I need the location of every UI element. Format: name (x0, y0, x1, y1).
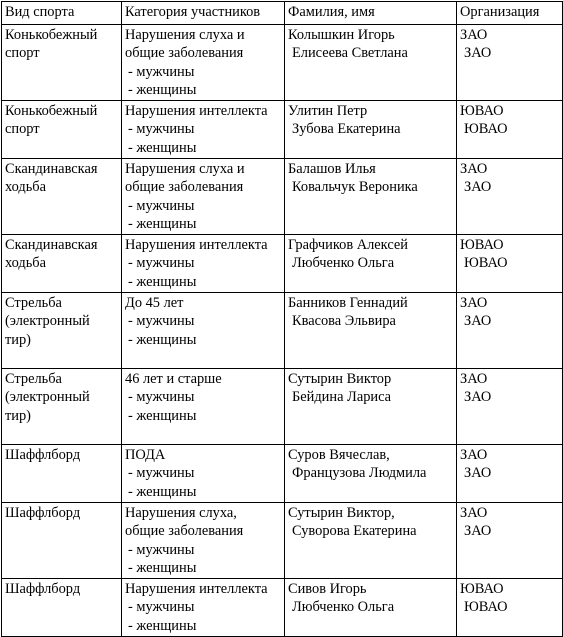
organization-cell (457, 101, 563, 159)
participant-name: Французова Людмила (292, 465, 427, 482)
table-row (2, 101, 563, 159)
gender-line: - женщины (128, 331, 197, 348)
sport-line: ходьба (5, 179, 47, 196)
category-line: общие заболевания (125, 179, 244, 196)
participant-name: Балашов Илья (288, 161, 376, 177)
organization-cell (457, 445, 563, 503)
participant-name: Сутырин Виктор (288, 371, 392, 387)
gender-line: - женщины (128, 407, 197, 424)
table-row (2, 579, 563, 637)
name-cell (285, 503, 457, 579)
sport-line: Шаффлборд (5, 581, 81, 597)
sport-cell (2, 503, 122, 579)
name-cell (285, 25, 457, 101)
sport-line: Конькобежный (5, 103, 98, 119)
organization-line: ЗАО (464, 179, 492, 196)
category-cell (122, 25, 285, 101)
table-row (2, 235, 563, 293)
category-cell (122, 159, 285, 235)
sport-cell (2, 235, 122, 293)
participant-name: Елисеева Светлана (292, 45, 408, 62)
table-row (2, 159, 563, 235)
name-cell (285, 159, 457, 235)
organization-line: ЮВАО (460, 581, 504, 597)
organization-cell (457, 503, 563, 579)
participant-name: Улитин Петр (288, 103, 368, 119)
organization-line: ЮВАО (464, 599, 508, 616)
category-cell (122, 369, 285, 445)
name-cell (285, 579, 457, 637)
gender-line: - женщины (128, 139, 197, 156)
name-cell (285, 445, 457, 503)
participant-name: Любченко Ольга (292, 599, 395, 616)
sport-line: тир) (5, 407, 31, 424)
organization-line: ЮВАО (464, 121, 508, 138)
header-name: Фамилия, имя (285, 2, 457, 25)
organization-cell (457, 159, 563, 235)
organization-line: ЗАО (464, 389, 492, 406)
organization-line: ЮВАО (464, 255, 508, 272)
table-row (2, 369, 563, 445)
organization-line: ЗАО (460, 161, 488, 177)
sport-cell (2, 159, 122, 235)
participant-name: Бейдина Лариса (292, 389, 392, 406)
organization-cell (457, 25, 563, 101)
category-cell (122, 293, 285, 369)
category-cell (122, 503, 285, 579)
sport-line: ходьба (5, 255, 47, 272)
name-cell (285, 235, 457, 293)
sport-line: Скандинавская (5, 237, 98, 253)
sport-line: (электронный (5, 313, 90, 330)
table-row (2, 25, 563, 101)
participant-name: Суворова Екатерина (292, 523, 417, 540)
participants-table (1, 1, 563, 637)
table-row (2, 445, 563, 503)
gender-line: - мужчины (128, 63, 195, 80)
category-cell (122, 101, 285, 159)
gender-line: - мужчины (128, 465, 195, 482)
organization-line: ЗАО (460, 447, 488, 463)
participant-name: Ковальчук Вероника (292, 179, 418, 196)
organization-line: ЗАО (460, 371, 488, 387)
gender-line: - мужчины (128, 255, 195, 272)
participant-name: Любченко Ольга (292, 255, 395, 272)
header-row (2, 2, 563, 25)
sport-cell (2, 579, 122, 637)
organization-line: ЗАО (464, 465, 492, 482)
organization-line: ЗАО (464, 45, 492, 62)
organization-cell (457, 235, 563, 293)
category-line: Нарушения слуха, (125, 505, 237, 521)
category-line: Нарушения интеллекта (125, 237, 268, 253)
participant-name: Квасова Эльвира (292, 313, 396, 330)
gender-line: - мужчины (128, 313, 195, 330)
gender-line: - мужчины (128, 599, 195, 616)
organization-cell (457, 369, 563, 445)
sport-line: спорт (5, 45, 40, 62)
category-cell (122, 445, 285, 503)
participant-name: Сивов Игорь (288, 581, 367, 597)
gender-line: - женщины (128, 82, 197, 99)
sport-line: Конькобежный (5, 27, 98, 43)
gender-line: - женщины (128, 483, 197, 500)
organization-cell (457, 579, 563, 637)
sport-line: Шаффлборд (5, 505, 81, 521)
category-line: общие заболевания (125, 523, 244, 540)
sport-line: Шаффлборд (5, 447, 81, 463)
sport-cell (2, 369, 122, 445)
participant-name: Сутырин Виктор, (288, 505, 395, 521)
table-row (2, 503, 563, 579)
table-header (2, 2, 563, 25)
header-category: Категория участников (122, 2, 285, 25)
gender-line: - женщины (128, 560, 197, 577)
organization-line: ЗАО (460, 505, 488, 521)
sport-cell (2, 25, 122, 101)
organization-line: ЗАО (460, 27, 488, 43)
category-line: ПОДА (125, 447, 166, 463)
participant-name: Графчиков Алексей (288, 237, 408, 253)
participant-name: Суров Вячеслав, (288, 447, 390, 463)
category-line: Нарушения интеллекта (125, 581, 268, 597)
category-line: До 45 лет (125, 295, 184, 311)
organization-line: ЗАО (464, 523, 492, 540)
table-row (2, 293, 563, 369)
category-line: Нарушения слуха и (125, 27, 245, 43)
sport-line: Скандинавская (5, 161, 98, 177)
gender-line: - женщины (128, 617, 197, 634)
category-line: Нарушения интеллекта (125, 103, 268, 119)
sport-cell (2, 101, 122, 159)
gender-line: - мужчины (128, 389, 195, 406)
gender-line: - мужчины (128, 121, 195, 138)
participant-name: Банников Геннадий (288, 295, 408, 311)
name-cell (285, 369, 457, 445)
sport-line: (электронный (5, 389, 90, 406)
gender-line: - женщины (128, 216, 197, 233)
header-organization: Организация (457, 2, 563, 25)
sport-line: Стрельба (5, 295, 62, 311)
gender-line: - мужчины (128, 197, 195, 214)
sport-line: тир) (5, 331, 31, 348)
organization-line: ЗАО (464, 313, 492, 330)
participant-name: Колышкин Игорь (288, 27, 395, 43)
gender-line: - женщины (128, 273, 197, 290)
sport-line: спорт (5, 121, 40, 138)
gender-line: - мужчины (128, 541, 195, 558)
category-line: общие заболевания (125, 45, 244, 62)
category-line: Нарушения слуха и (125, 161, 245, 177)
name-cell (285, 101, 457, 159)
category-cell (122, 579, 285, 637)
category-cell (122, 235, 285, 293)
organization-line: ЗАО (460, 295, 488, 311)
table-body (2, 25, 563, 637)
organization-cell (457, 293, 563, 369)
sport-cell (2, 445, 122, 503)
sport-line: Стрельба (5, 371, 62, 387)
participant-name: Зубова Екатерина (292, 121, 401, 138)
organization-line: ЮВАО (460, 237, 504, 253)
sport-cell (2, 293, 122, 369)
header-sport: Вид спорта (2, 2, 122, 25)
organization-line: ЮВАО (460, 103, 504, 119)
name-cell (285, 293, 457, 369)
category-line: 46 лет и старше (125, 371, 222, 387)
